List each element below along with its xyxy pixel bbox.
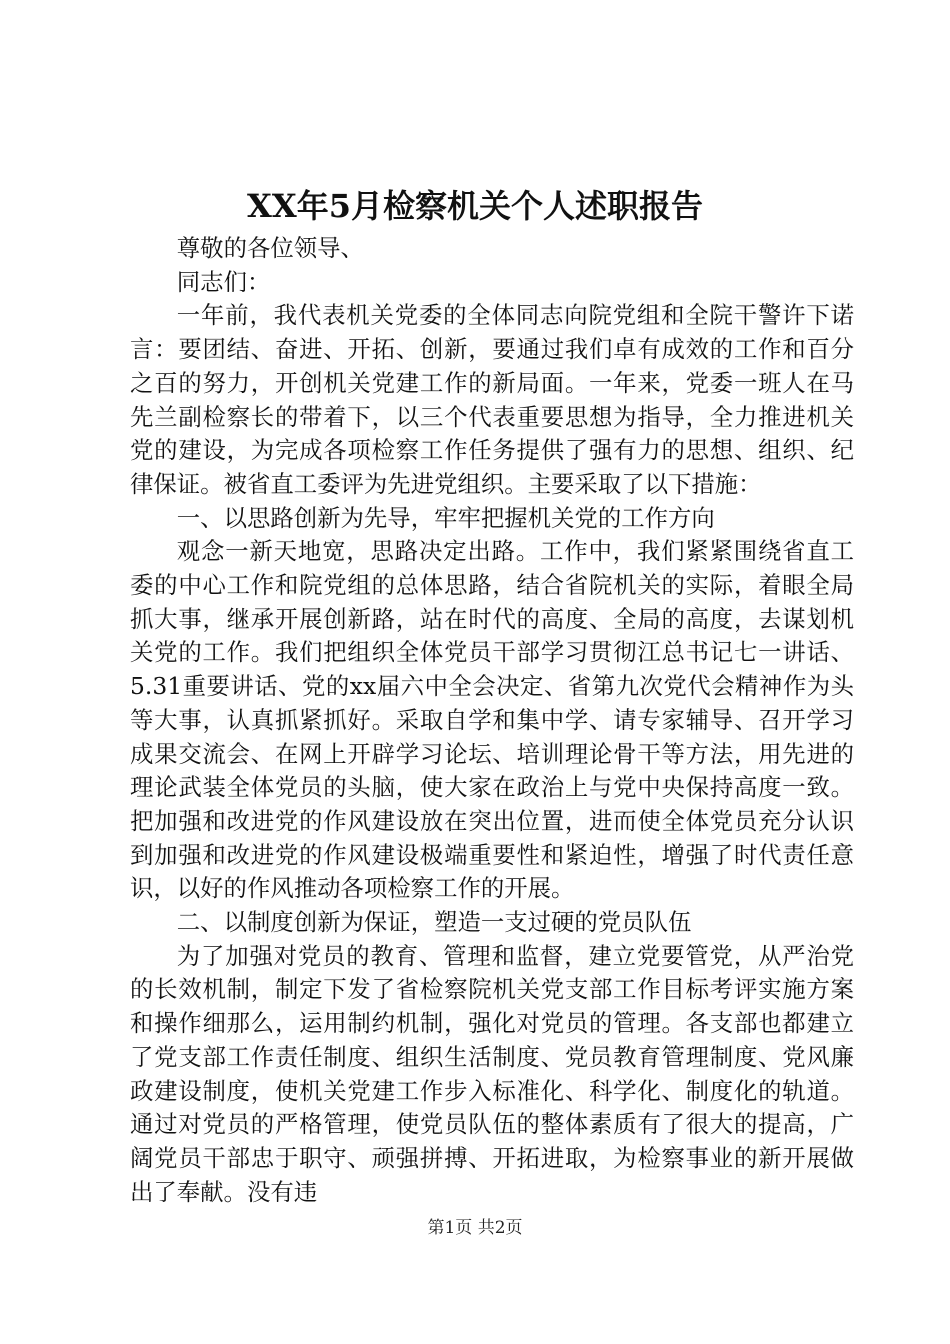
intro-paragraph: 一年前，我代表机关党委的全体同志向院党组和全院干警许下诺言：要团结、奋进、开拓、创新，要通过我们卓有成效的工作和百分之百的努力，开创机关党建工作的新局面。一年来，党委一班人在马先兰副检察长的带着下，以三个代表重要思想为指导，全力推进机关党的建设，为完成各项检察工作任务提供了强有力的思想、组织、纪律保证。被省直工委评为先进党组织。主要采取了以下措施： [130, 301, 854, 498]
document-body [130, 232, 854, 1209]
section-heading-1: 一、以思路创新为先导，牢牢把握机关党的工作方向 [176, 503, 715, 532]
salutation-line-1: 尊敬的各位领导、 [176, 234, 364, 262]
section-1-paragraph: 观念一新天地宽，思路决定出路。工作中，我们紧紧围绕省直工委的中心工作和院党组的总体思路，结合省院机关的实际，着眼全局抓大事，继承开展创新路，站在时代的高度、全局的高度，去谋划机关党的工作。我们把组织全体党员干部学习贯彻江总书记七一讲话、5.31重要讲话、党的xx届六中全会决定、省第九次党代会精神作为头等大事，认真抓紧抓好。采取自学和集中学、请专家辅导、召开学习成果交流会、在网上开辟学习论坛、培训理论骨干等方法，用先进的理论武装全体党员的头脑，使大家在政治上与党中央保持高度一致。把加强和改进党的作风建设放在突出位置，进而使全体党员充分认识到加强和改进党的作风建设极端重要性和紧迫性，增强了时代责任意识，以好的作风推动各项检察工作的开展。 [130, 537, 854, 903]
document-title: XX年5月检察机关个人述职报告 [247, 187, 703, 225]
section-heading-2: 二、以制度创新为保证，塑造一支过硬的党员队伍 [176, 908, 692, 937]
page-number-footer: 第1页 共2页 [427, 1218, 523, 1238]
section-2-paragraph: 为了加强对党员的教育、管理和监督，建立党要管党，从严治党的长效机制，制定下发了省检察院机关党支部工作目标考评实施方案和操作细那么，运用制约机制，强化对党员的管理。各支部也都建立了党支部工作责任制度、组织生活制度、党员教育管理制度、党风廉政建设制度，使机关党建工作步入标准化、科学化、制度化的轨道。通过对党员的严格管理，使党员队伍的整体素质有了很大的提高，广阔党员干部忠于职守、顽强拼搏、开拓进取，为检察事业的新开展做出了奉献。没有违 [130, 941, 854, 1206]
salutation-line-2: 同志们： [176, 267, 271, 296]
